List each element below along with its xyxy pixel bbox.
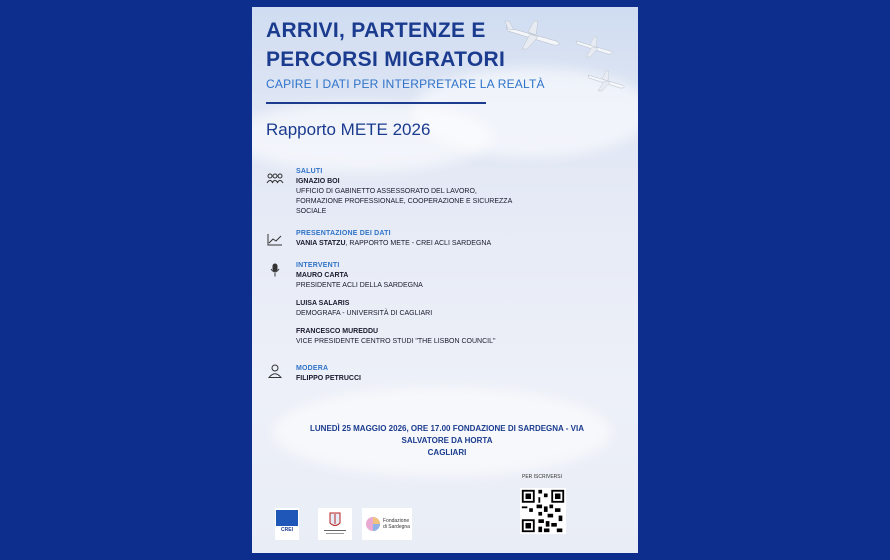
speaker-role: UFFICIO DI GABINETTO ASSESSORATO DEL LAVORO, bbox=[296, 188, 477, 195]
event-date-place: LUNEDÌ 25 MAGGIO 2026, ORE 17.00 FONDAZIONE DI SARDEGNA - VIA bbox=[310, 424, 584, 433]
fondazione-logo: Fondazione di Sardegna bbox=[362, 508, 412, 540]
poster-title-line1: ARRIVI, PARTENZE E bbox=[266, 19, 486, 42]
people-icon bbox=[266, 172, 284, 186]
event-details bbox=[282, 423, 612, 459]
modera-heading: MODERA bbox=[296, 365, 329, 372]
qr-code-icon[interactable] bbox=[520, 488, 566, 534]
airplane-icon bbox=[504, 19, 562, 51]
speaker-name: MAURO CARTA bbox=[296, 272, 349, 279]
event-poster bbox=[252, 7, 638, 553]
speaker-role: PRESIDENTE ACLI DELLA SARDEGNA bbox=[296, 282, 423, 289]
interventi-heading: INTERVENTI bbox=[296, 262, 340, 269]
speaker-role: SOCIALE bbox=[296, 208, 327, 215]
saluti-heading: SALUTI bbox=[296, 168, 323, 175]
user-icon bbox=[266, 364, 284, 378]
title-divider bbox=[266, 102, 486, 104]
event-address: SALVATORE DA HORTA bbox=[401, 436, 493, 445]
speaker-name: VANIA STATZU bbox=[296, 240, 346, 247]
event-city: CAGLIARI bbox=[427, 448, 467, 457]
speaker-role: DEMOGRAFA - UNIVERSITÀ DI CAGLIARI bbox=[296, 310, 433, 317]
speaker-role: FORMAZIONE PROFESSIONALE, COOPERAZIONE E SICUREZZA bbox=[296, 198, 513, 205]
speaker-name: FRANCESCO MUREDDU bbox=[296, 328, 379, 335]
speaker-name: LUISA SALARIS bbox=[296, 300, 350, 307]
regione-logo bbox=[318, 508, 352, 540]
airplane-icon bbox=[574, 35, 614, 59]
crei-logo: CREI bbox=[275, 508, 299, 540]
poster-title-line2: PERCORSI MIGRATORI bbox=[266, 48, 506, 71]
airplane-icon bbox=[586, 69, 626, 93]
moderator-name: FILIPPO PETRUCCI bbox=[296, 375, 361, 382]
chart-line-icon bbox=[266, 233, 284, 247]
speaker-role: VICE PRESIDENTE CENTRO STUDI "THE LISBON COUNCIL" bbox=[296, 338, 496, 345]
presentazione-heading: PRESENTAZIONE DEI DATI bbox=[296, 230, 391, 237]
speaker-role: , RAPPORTO METE - CREI ACLI SARDEGNA bbox=[345, 240, 492, 247]
register-label: PER ISCRIVERSI bbox=[522, 474, 563, 480]
poster-subtitle: CAPIRE I DATI PER INTERPRETARE LA REALTÀ bbox=[266, 77, 545, 91]
speaker-name: IGNAZIO BOI bbox=[296, 178, 340, 185]
microphone-icon bbox=[266, 263, 284, 277]
report-title: Rapporto METE 2026 bbox=[266, 120, 431, 139]
